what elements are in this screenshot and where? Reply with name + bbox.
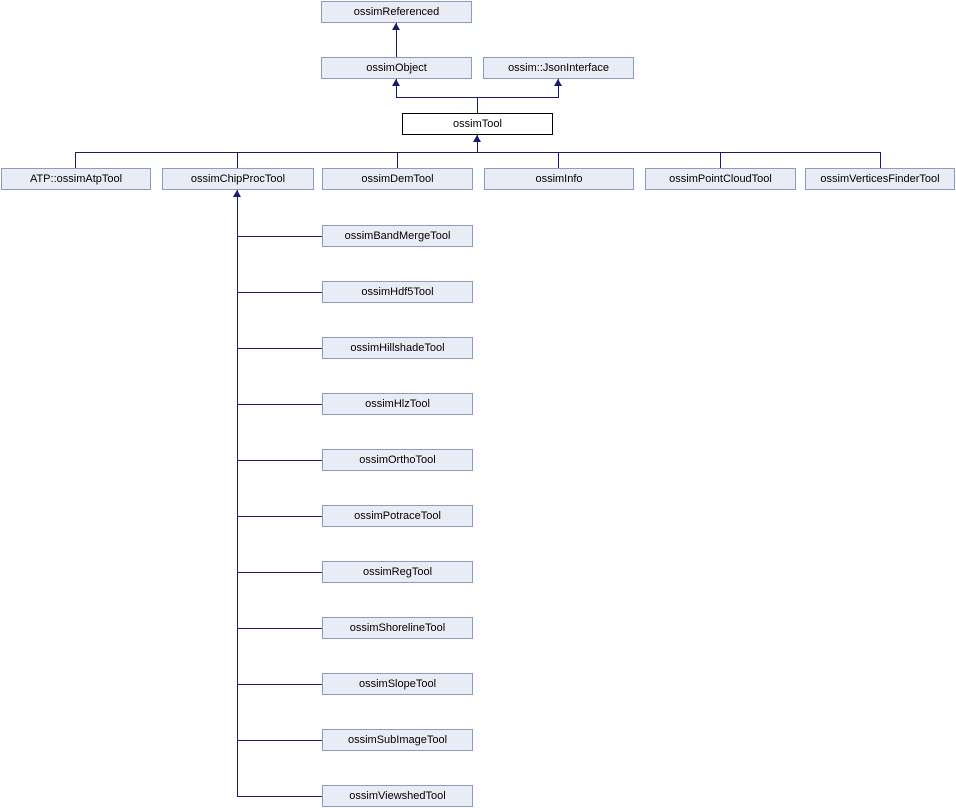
class-box-atp-ossim-atp-tool[interactable]: ATP::ossimAtpTool	[1, 168, 151, 190]
class-box-ossim-vertices-finder-tool[interactable]: ossimVerticesFinderTool	[805, 168, 955, 190]
edge-stub-info-line	[558, 152, 559, 168]
edge-tool-top-stub-line	[477, 97, 478, 113]
edge-branch-reg-tool-line	[237, 572, 322, 573]
class-box-ossim-dem-tool[interactable]: ossimDemTool	[322, 168, 473, 190]
class-box-ossim-referenced[interactable]: ossimReferenced	[321, 1, 472, 23]
edge-stub-chip-proc-tool-line	[237, 152, 238, 168]
class-box-ossim-hdf5-tool[interactable]: ossimHdf5Tool	[322, 281, 473, 303]
edge-stub-point-cloud-tool-line	[720, 152, 721, 168]
edge-branch-potrace-tool-line	[237, 516, 322, 517]
arrowhead-into-referenced-icon	[392, 23, 400, 30]
class-box-ossim-potrace-tool[interactable]: ossimPotraceTool	[322, 505, 473, 527]
edge-chipproc-children-trunk-line	[237, 190, 238, 797]
class-box-ossim-tool: ossimTool	[402, 113, 553, 135]
class-box-ossim-point-cloud-tool[interactable]: ossimPointCloudTool	[645, 168, 796, 190]
edge-branch-hlz-tool-line	[237, 404, 322, 405]
arrowhead-into-object-icon	[392, 79, 400, 86]
edge-branch-viewshed-tool-line	[237, 796, 322, 797]
class-box-ossim-chip-proc-tool[interactable]: ossimChipProcTool	[162, 168, 314, 190]
class-box-ossim-hlz-tool[interactable]: ossimHlzTool	[322, 393, 473, 415]
class-box-ossim-sub-image-tool[interactable]: ossimSubImageTool	[322, 729, 473, 751]
edge-tool-bottom-stub-line	[477, 135, 478, 153]
edge-branch-ortho-tool-line	[237, 460, 322, 461]
class-box-ossim-ortho-tool[interactable]: ossimOrthoTool	[322, 449, 473, 471]
edge-branch-band-merge-tool-line	[237, 236, 322, 237]
class-box-ossim-slope-tool[interactable]: ossimSlopeTool	[322, 673, 473, 695]
edge-branch-slope-tool-line	[237, 684, 322, 685]
edge-stub-vertices-finder-tool-line	[880, 152, 881, 168]
edge-derived-bus-line	[75, 152, 881, 153]
class-box-ossim-json-interface[interactable]: ossim::JsonInterface	[483, 57, 634, 79]
class-box-ossim-shoreline-tool[interactable]: ossimShorelineTool	[322, 617, 473, 639]
arrowhead-into-json-interface-icon	[554, 79, 562, 86]
edge-branch-hdf5-tool-line	[237, 292, 322, 293]
class-box-ossim-band-merge-tool[interactable]: ossimBandMergeTool	[322, 225, 473, 247]
edge-stub-atp-tool-line	[75, 152, 76, 168]
class-box-ossim-hillshade-tool[interactable]: ossimHillshadeTool	[322, 337, 473, 359]
edge-stub-dem-tool-line	[397, 152, 398, 168]
edge-branch-sub-image-tool-line	[237, 740, 322, 741]
edge-branch-hillshade-tool-line	[237, 348, 322, 349]
class-box-ossim-viewshed-tool[interactable]: ossimViewshedTool	[322, 785, 473, 807]
class-box-ossim-reg-tool[interactable]: ossimRegTool	[322, 561, 473, 583]
class-box-ossim-info[interactable]: ossimInfo	[484, 168, 634, 190]
edge-branch-shoreline-tool-line	[237, 628, 322, 629]
class-box-ossim-object[interactable]: ossimObject	[321, 57, 472, 79]
